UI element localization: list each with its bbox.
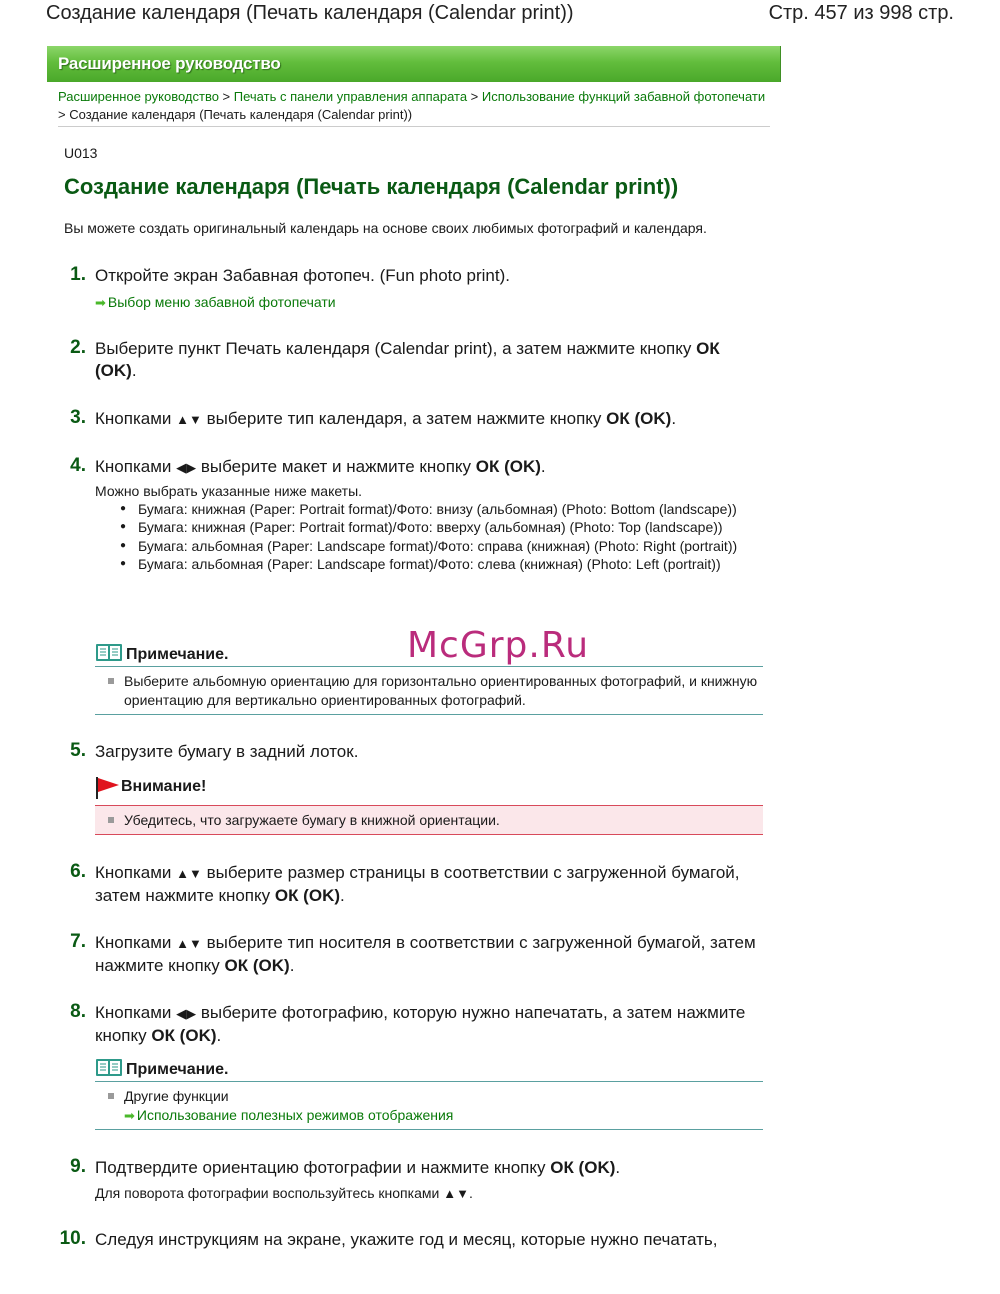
ok-button-label: ОК (OK) [95,339,720,380]
step-text-part: выберите тип календаря, а затем нажмите кнопку [206,409,602,428]
step-text: Загрузите бумагу в задний лоток. [95,742,359,761]
subtext-part: Для поворота фотографии воспользуйтесь кнопками [95,1185,440,1201]
note-link-row [124,1106,453,1125]
ok-button-label: ОК (OK) [606,409,672,428]
step-text: Выберите пункт Печать календаря (Calendar print), а затем нажмите кнопку ОК (OK). [95,339,720,380]
watermark: McGrp.Ru [407,625,590,666]
page-number: Стр. 457 из 998 стр. [768,2,954,24]
page-code: U013 [64,145,98,161]
ok-button-label: ОК (OK) [274,886,341,905]
step-text-part: выберите тип носителя в соответствии с загруженной бумагой, затем нажмите кнопку [95,933,756,975]
step-1-link-row [95,293,336,312]
note-divider [95,1129,763,1130]
step-number: 9. [70,1156,86,1177]
link-fun-photo-menu[interactable]: Выбор меню забавной фотопечати [107,294,336,310]
step-text: Кнопками ▲▼ выберите тип календаря, а затем нажмите кнопку ОК (OK). [95,409,677,428]
book-icon [95,643,123,662]
note-item [108,1087,758,1106]
step-number: 1. [70,264,86,285]
ok-button-label: ОК (OK) [224,956,290,975]
step-number: 4. [70,455,86,476]
step-9-subtext: Для поворота фотографии воспользуйтесь кнопками ▲▼. [95,1185,473,1201]
step-text-part: выберите фотографию, которую нужно напечатать, а затем нажмите кнопку [95,1003,746,1045]
step-number: 10. [59,1228,86,1249]
up-down-arrows-icon: ▲▼ [176,936,202,951]
step-text-part: Кнопками [95,863,172,882]
step-text: Кнопками ◀▶ выберите макет и нажмите кнопку ОК (OK). [95,457,546,476]
warning-heading: Внимание! [121,778,207,795]
breadcrumb-separator: > [58,107,70,122]
step-text: Подтвердите ориентацию фотографии и нажмите кнопку ОК (OK). [95,1158,621,1177]
step-text-part: Подтвердите ориентацию фотографии и нажмите кнопку [95,1158,546,1177]
breadcrumb-separator: > [467,89,482,104]
note-heading [95,643,228,664]
step-number: 3. [70,407,86,428]
breadcrumb-current: Создание календаря (Печать календаря (Calendar print)) [69,107,413,122]
step-text-part: Кнопками [95,457,172,476]
step-text-part: Кнопками [95,933,172,952]
square-bullet-icon [108,817,114,823]
ok-button-label: ОК (OK) [550,1158,616,1177]
step-text-part: Выберите пункт Печать календаря (Calendar print), а затем нажмите кнопку [95,339,692,358]
green-arrow-icon: ➡ [124,1108,135,1123]
breadcrumb [58,88,768,124]
note-divider [95,714,763,715]
breadcrumb-divider [58,126,770,127]
step-text-part: выберите макет и нажмите кнопку [200,457,472,476]
list-item: ● Бумага: альбомная (Paper: Landscape format)/Фото: слева (книжная) (Photo: Left (portrait)) [120,555,765,573]
step-number: 5. [70,740,86,761]
breadcrumb-link-advanced-guide[interactable]: Расширенное руководство [58,89,219,104]
step-number: 7. [70,931,86,952]
step-text: Кнопками ▲▼ выберите размер страницы в соответствии с загруженной бумагой, затем нажмите кнопку ОК (OK). [95,863,740,905]
section-banner [47,46,781,82]
note-divider [95,1081,763,1082]
note-item [108,672,758,710]
step-text: Кнопками ▲▼ выберите тип носителя в соответствии с загруженной бумагой, затем нажмите кнопку ОК (OK). [95,933,756,975]
left-right-arrows-icon: ◀▶ [176,460,197,475]
link-display-modes[interactable]: Использование полезных режимов отображения [136,1107,454,1123]
up-down-arrows-icon: ▲▼ [176,412,202,427]
list-item: ● Бумага: книжная (Paper: Portrait format)/Фото: внизу (альбомная) (Photo: Bottom (landscape)) [120,500,765,518]
step-text: Откройте экран Забавная фотопеч. (Fun photo print). [95,266,510,285]
up-down-arrows-icon: ▲▼ [176,866,202,881]
left-right-arrows-icon: ◀▶ [176,1006,197,1021]
warning-flag-icon [95,776,121,800]
square-bullet-icon [108,678,114,684]
document-title: Создание календаря (Печать календаря (Calendar print)) [46,2,574,24]
step-text-part: выберите размер страницы в соответствии с загруженной бумагой, затем нажмите кнопку [95,863,740,905]
step-4-subtext: Можно выбрать указанные ниже макеты. [95,483,363,499]
page-title: Создание календаря (Печать календаря (Calendar print)) [64,174,679,199]
step-number: 6. [70,861,86,882]
step-number: 8. [70,1001,86,1022]
step-text-part: Кнопками [95,409,172,428]
ok-button-label: ОК (OK) [475,457,541,476]
step-text: Кнопками ◀▶ выберите фотографию, которую нужно напечатать, а затем нажмите кнопку ОК (OK). [95,1003,746,1045]
square-bullet-icon [108,1093,114,1099]
warning-item [108,811,758,830]
intro-text: Вы можете создать оригинальный календарь на основе своих любимых фотографий и календаря. [64,220,707,236]
step-text: Следуя инструкциям на экране, укажите год и месяц, которые нужно печатать, [95,1230,718,1249]
breadcrumb-separator: > [218,89,234,104]
list-item: ● Бумага: альбомная (Paper: Landscape format)/Фото: справа (книжная) (Photo: Right (portrait)) [120,537,765,555]
ok-button-label: ОК (OK) [151,1026,217,1045]
note-heading-label: Примечание. [126,646,229,663]
note-divider [95,666,763,667]
note-text: Другие функции [124,1088,229,1104]
book-icon [95,1058,123,1077]
breadcrumb-link-fun-photo[interactable]: Использование функций забавной фотопечати [481,89,766,104]
note-heading [95,1058,228,1079]
layout-list [120,500,765,573]
banner-label: Расширенное руководство [58,54,281,73]
page-header [0,0,1000,34]
warning-text: Убедитесь, что загружаете бумагу в книжной ориентации. [124,812,500,828]
note-text: Выберите альбомную ориентацию для горизонтально ориентированных фотографий, и книжную ориентацию для вертикально ориентированных фотографий. [124,673,758,708]
green-arrow-icon: ➡ [95,295,106,310]
note-heading-label: Примечание. [126,1061,229,1078]
up-down-arrows-icon: ▲▼ [443,1186,469,1201]
step-text-part: Кнопками [95,1003,172,1022]
list-item: ● Бумага: книжная (Paper: Portrait format)/Фото: вверху (альбомная) (Photo: Top (landscape)) [120,518,765,536]
breadcrumb-link-panel-printing[interactable]: Печать с панели управления аппарата [233,89,468,104]
step-number: 2. [70,337,86,358]
